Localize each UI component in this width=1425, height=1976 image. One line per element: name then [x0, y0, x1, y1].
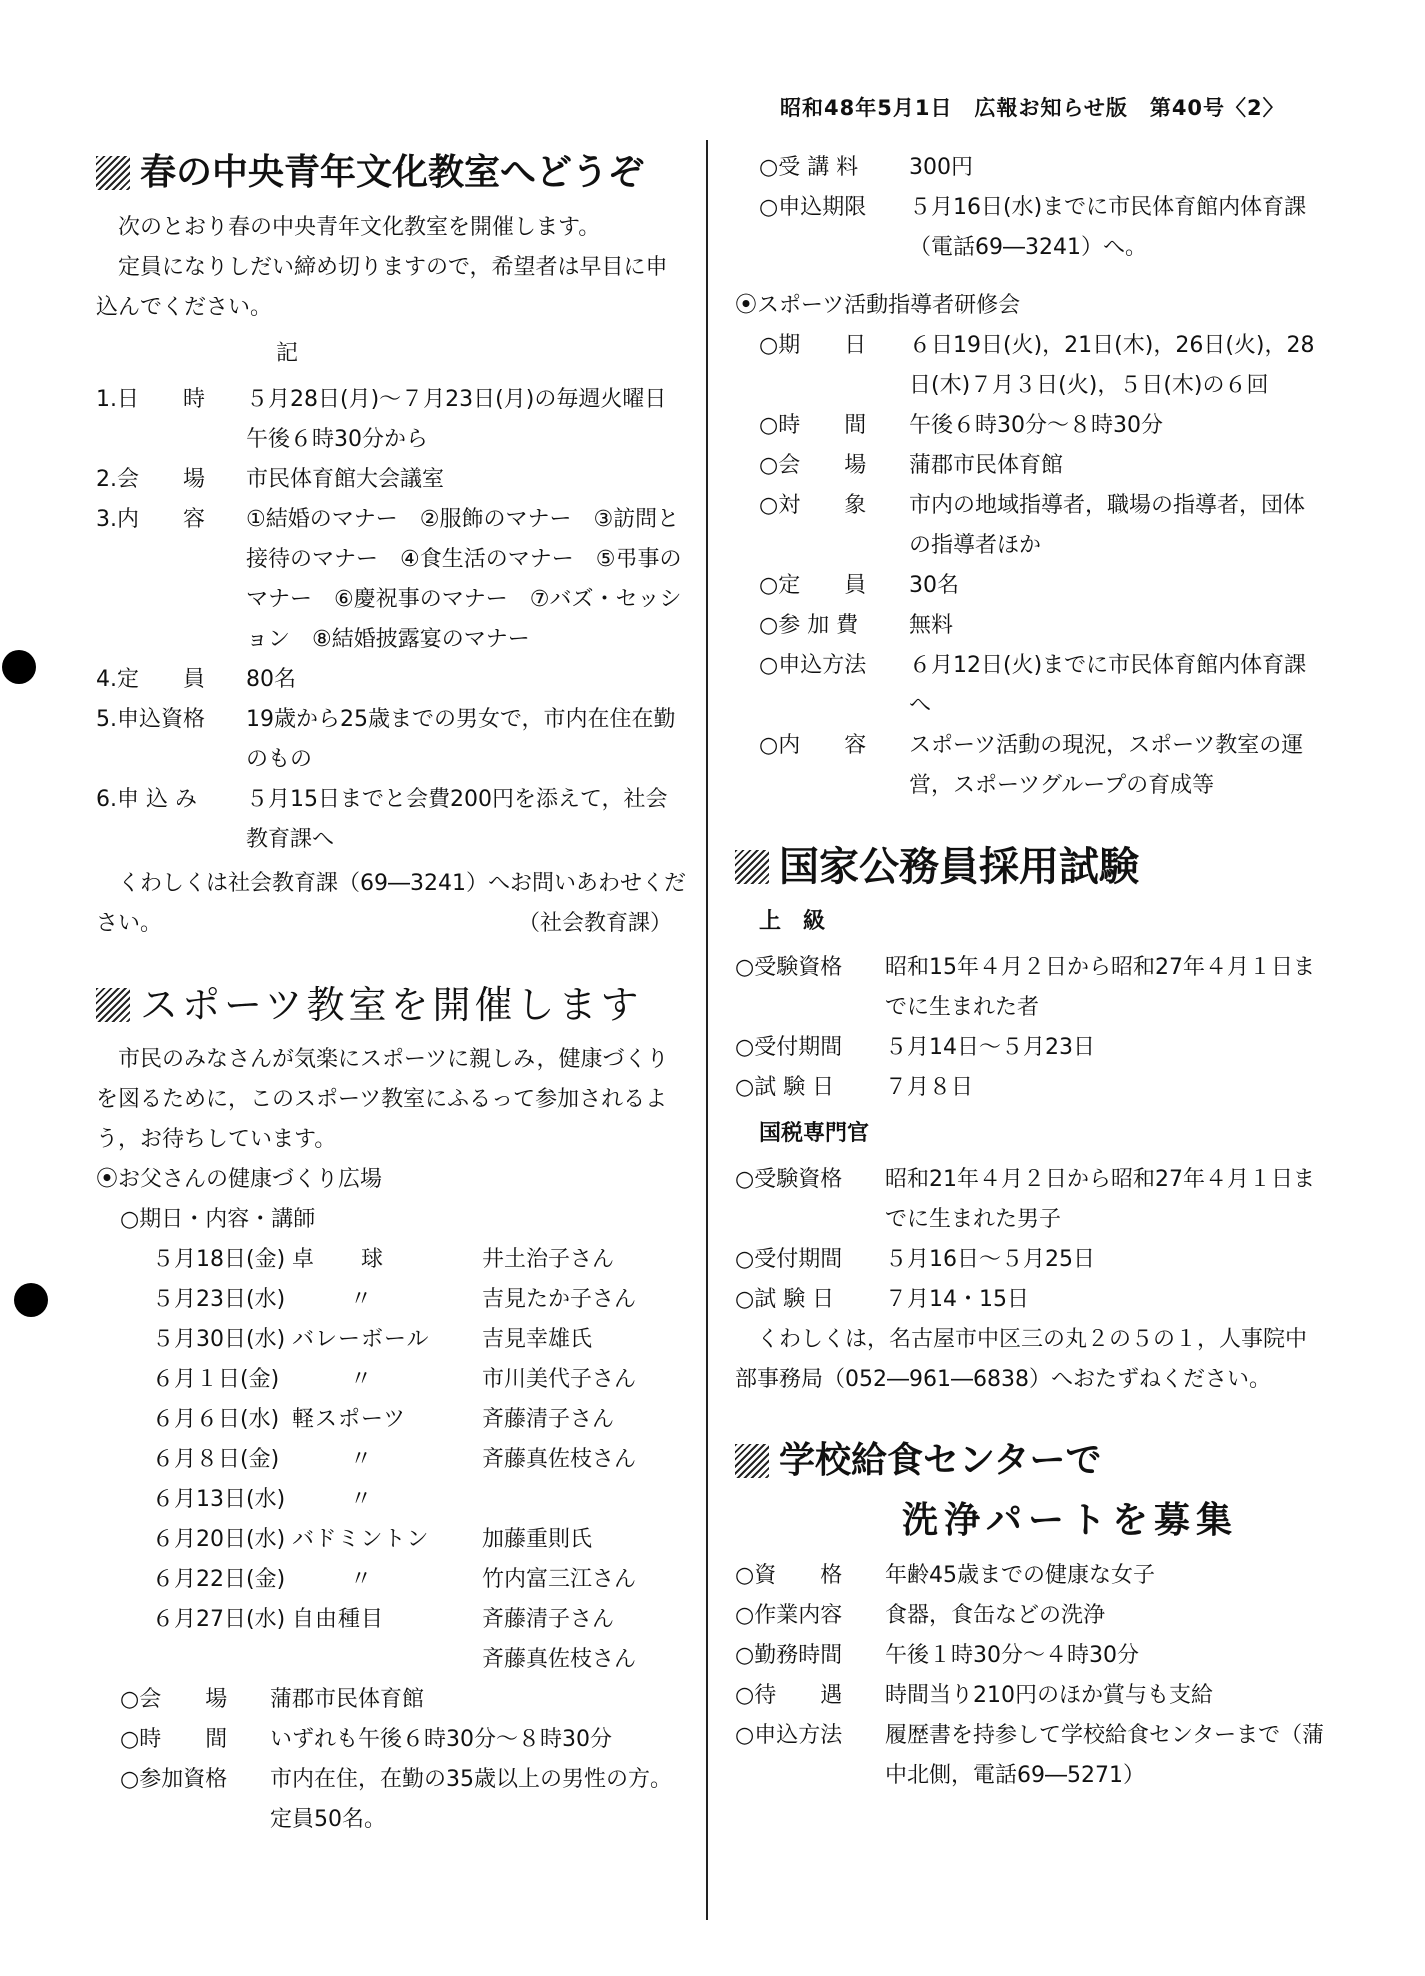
info-row: ○期 日 ６日19日(火)，21日(木)，26日(火)，28日(木)７月３日(火)，５日(木)の６回: [759, 333, 1315, 398]
schedule-row: ６月６日(水) 軽スポーツ 斉藤清子さん: [152, 1407, 615, 1432]
info-row: ○会 場 蒲郡市民体育館: [759, 453, 1064, 478]
info-row: ○受付期間 ５月16日～５月25日: [735, 1247, 1095, 1272]
hatch-icon: [96, 988, 130, 1022]
intro-text: 次のとおり春の中央青年文化教室を開催します。: [118, 215, 601, 240]
schedule-row: ６月13日(水) 〃: [152, 1487, 374, 1512]
column-divider: [706, 140, 708, 1920]
info-row: ○作業内容 食器，食缶などの洗浄: [735, 1603, 1106, 1628]
info-row: ○受 講 料 300円: [759, 155, 973, 180]
schedule-row: ５月23日(水) 〃 吉見たか子さん: [152, 1287, 637, 1312]
info-row: 1.日 時 ５月28日(月)～７月23日(月)の毎週火曜日午後６時30分から: [96, 387, 667, 452]
grade-heading: 上 級: [759, 909, 826, 934]
info-row: ○時 間 いずれも午後６時30分～８時30分: [120, 1727, 612, 1752]
info-row: ○対 象 市内の地域指導者，職場の指導者，団体の指導者ほか: [759, 493, 1306, 558]
left-column: [96, 148, 686, 1840]
section-title-civil-service-exam: 国家公務員採用試験: [735, 842, 1325, 892]
subsection-heading: ⦿お父さんの健康づくり広場: [96, 1167, 383, 1192]
ki-label: 記: [276, 341, 299, 366]
info-row: ○受験資格 昭和21年４月２日から昭和27年４月１日までに生まれた男子: [735, 1167, 1315, 1232]
section-title-lunch-center-2: 洗浄パートを募集: [901, 1500, 1238, 1541]
schedule-row: ６月１日(金) 〃 市川美代子さん: [152, 1367, 637, 1392]
right-column: [735, 148, 1325, 1796]
info-row: ○会 場 蒲郡市民体育館: [120, 1687, 425, 1712]
schedule-row: ６月８日(金) 〃 斉藤真佐枝さん: [152, 1447, 637, 1472]
schedule-row: ５月30日(水) バレーボール 吉見幸雄氏: [152, 1327, 593, 1352]
section-title-culture-class: 春の中央青年文化教室へどうぞ: [96, 148, 686, 198]
contact-text: くわしくは，名古屋市中区三の丸２の５の１，人事院中部事務局（052―961―6838）へおたずねください。: [735, 1327, 1308, 1392]
schedule-label: ○期日・内容・講師: [120, 1207, 316, 1232]
hatch-icon: [96, 156, 130, 190]
schedule-row: ５月18日(金) 卓 球 井土治子さん: [152, 1247, 615, 1272]
info-row: 6.申 込 み ５月15日までと会費200円を添えて，社会教育課へ: [96, 787, 668, 852]
info-row: ○時 間 午後６時30分～８時30分: [759, 413, 1163, 438]
binder-hole: [14, 1283, 48, 1317]
info-row: 3.内 容 ①結婚のマナー ②服飾のマナー ③訪問と接待のマナー ④食生活のマナー ⑤弔事のマナー ⑥慶祝事のマナー ⑦バズ・セッション ⑧結婚披露宴のマナー: [96, 507, 682, 652]
info-row: ○資 格 年齢45歳までの健康な女子: [735, 1563, 1155, 1588]
department-signature: （社会教育課）: [517, 911, 672, 936]
info-row: 2.会 場 市民体育館大会議室: [96, 467, 445, 492]
info-row: ○内 容 スポーツ活動の現況，スポーツ教室の運営，スポーツグループの育成等: [759, 733, 1304, 798]
hatch-icon: [735, 1444, 769, 1478]
page-header: 昭和48年5月1日 広報お知らせ版 第40号〈2〉: [780, 96, 1285, 120]
schedule-row: ６月20日(水) バドミントン 加藤重則氏: [152, 1527, 593, 1552]
info-row: ○参加資格 市内在住，在勤の35歳以上の男性の方。定員50名。: [120, 1767, 672, 1832]
schedule-row: ６月27日(水) 自由種目 斉藤清子さん: [152, 1607, 615, 1632]
section-title-lunch-center: 学校給食センターで: [735, 1436, 1325, 1486]
grade-heading: 国税専門官: [759, 1121, 870, 1146]
info-row: ○申込方法 履歴書を持参して学校給食センターまで（蒲中北側，電話69―5271）: [735, 1723, 1325, 1788]
info-row: 4.定 員 80名: [96, 667, 296, 692]
info-row: ○待 遇 時間当り210円のほか賞与も支給: [735, 1683, 1213, 1708]
info-row: ○試 験 日 ７月14・15日: [735, 1287, 1029, 1312]
info-row: ○勤務時間 午後１時30分～４時30分: [735, 1643, 1139, 1668]
schedule-row: 斉藤真佐枝さん: [482, 1647, 637, 1672]
intro-text: 定員になりしだい締め切りますので，希望者は早目に申込んでください。: [96, 255, 668, 320]
hatch-icon: [735, 850, 769, 884]
binder-hole: [2, 650, 36, 684]
info-row: ○受付期間 ５月14日～５月23日: [735, 1035, 1095, 1060]
schedule-table: [96, 1240, 686, 1680]
section-title-sports-class: スポーツ教室を開催します: [96, 980, 686, 1030]
info-row: ○受験資格 昭和15年４月２日から昭和27年４月１日までに生まれた者: [735, 955, 1315, 1020]
schedule-row: ６月22日(金) 〃 竹内富三江さん: [152, 1567, 637, 1592]
info-row: ○試 験 日 ７月８日: [735, 1075, 974, 1100]
contact-text: くわしくは社会教育課（69―3241）へお問いあわせください。: [96, 871, 686, 936]
subsection-heading: ⦿スポーツ活動指導者研修会: [735, 293, 1021, 318]
intro-text: 市民のみなさんが気楽にスポーツに親しみ，健康づくりを図るために，このスポーツ教室にふるって参加されるよう，お待ちしています。: [96, 1047, 669, 1152]
info-row: 5.申込資格 19歳から25歳までの男女で，市内在住在勤のもの: [96, 707, 676, 772]
info-row: ○定 員 30名: [759, 573, 959, 598]
info-row: ○申込方法 ６月12日(火)までに市民体育館内体育課へ: [759, 653, 1307, 718]
info-row: ○参 加 費 無料: [759, 613, 954, 638]
info-row: ○申込期限 ５月16日(水)までに市民体育館内体育課（電話69―3241）へ。: [759, 195, 1307, 260]
